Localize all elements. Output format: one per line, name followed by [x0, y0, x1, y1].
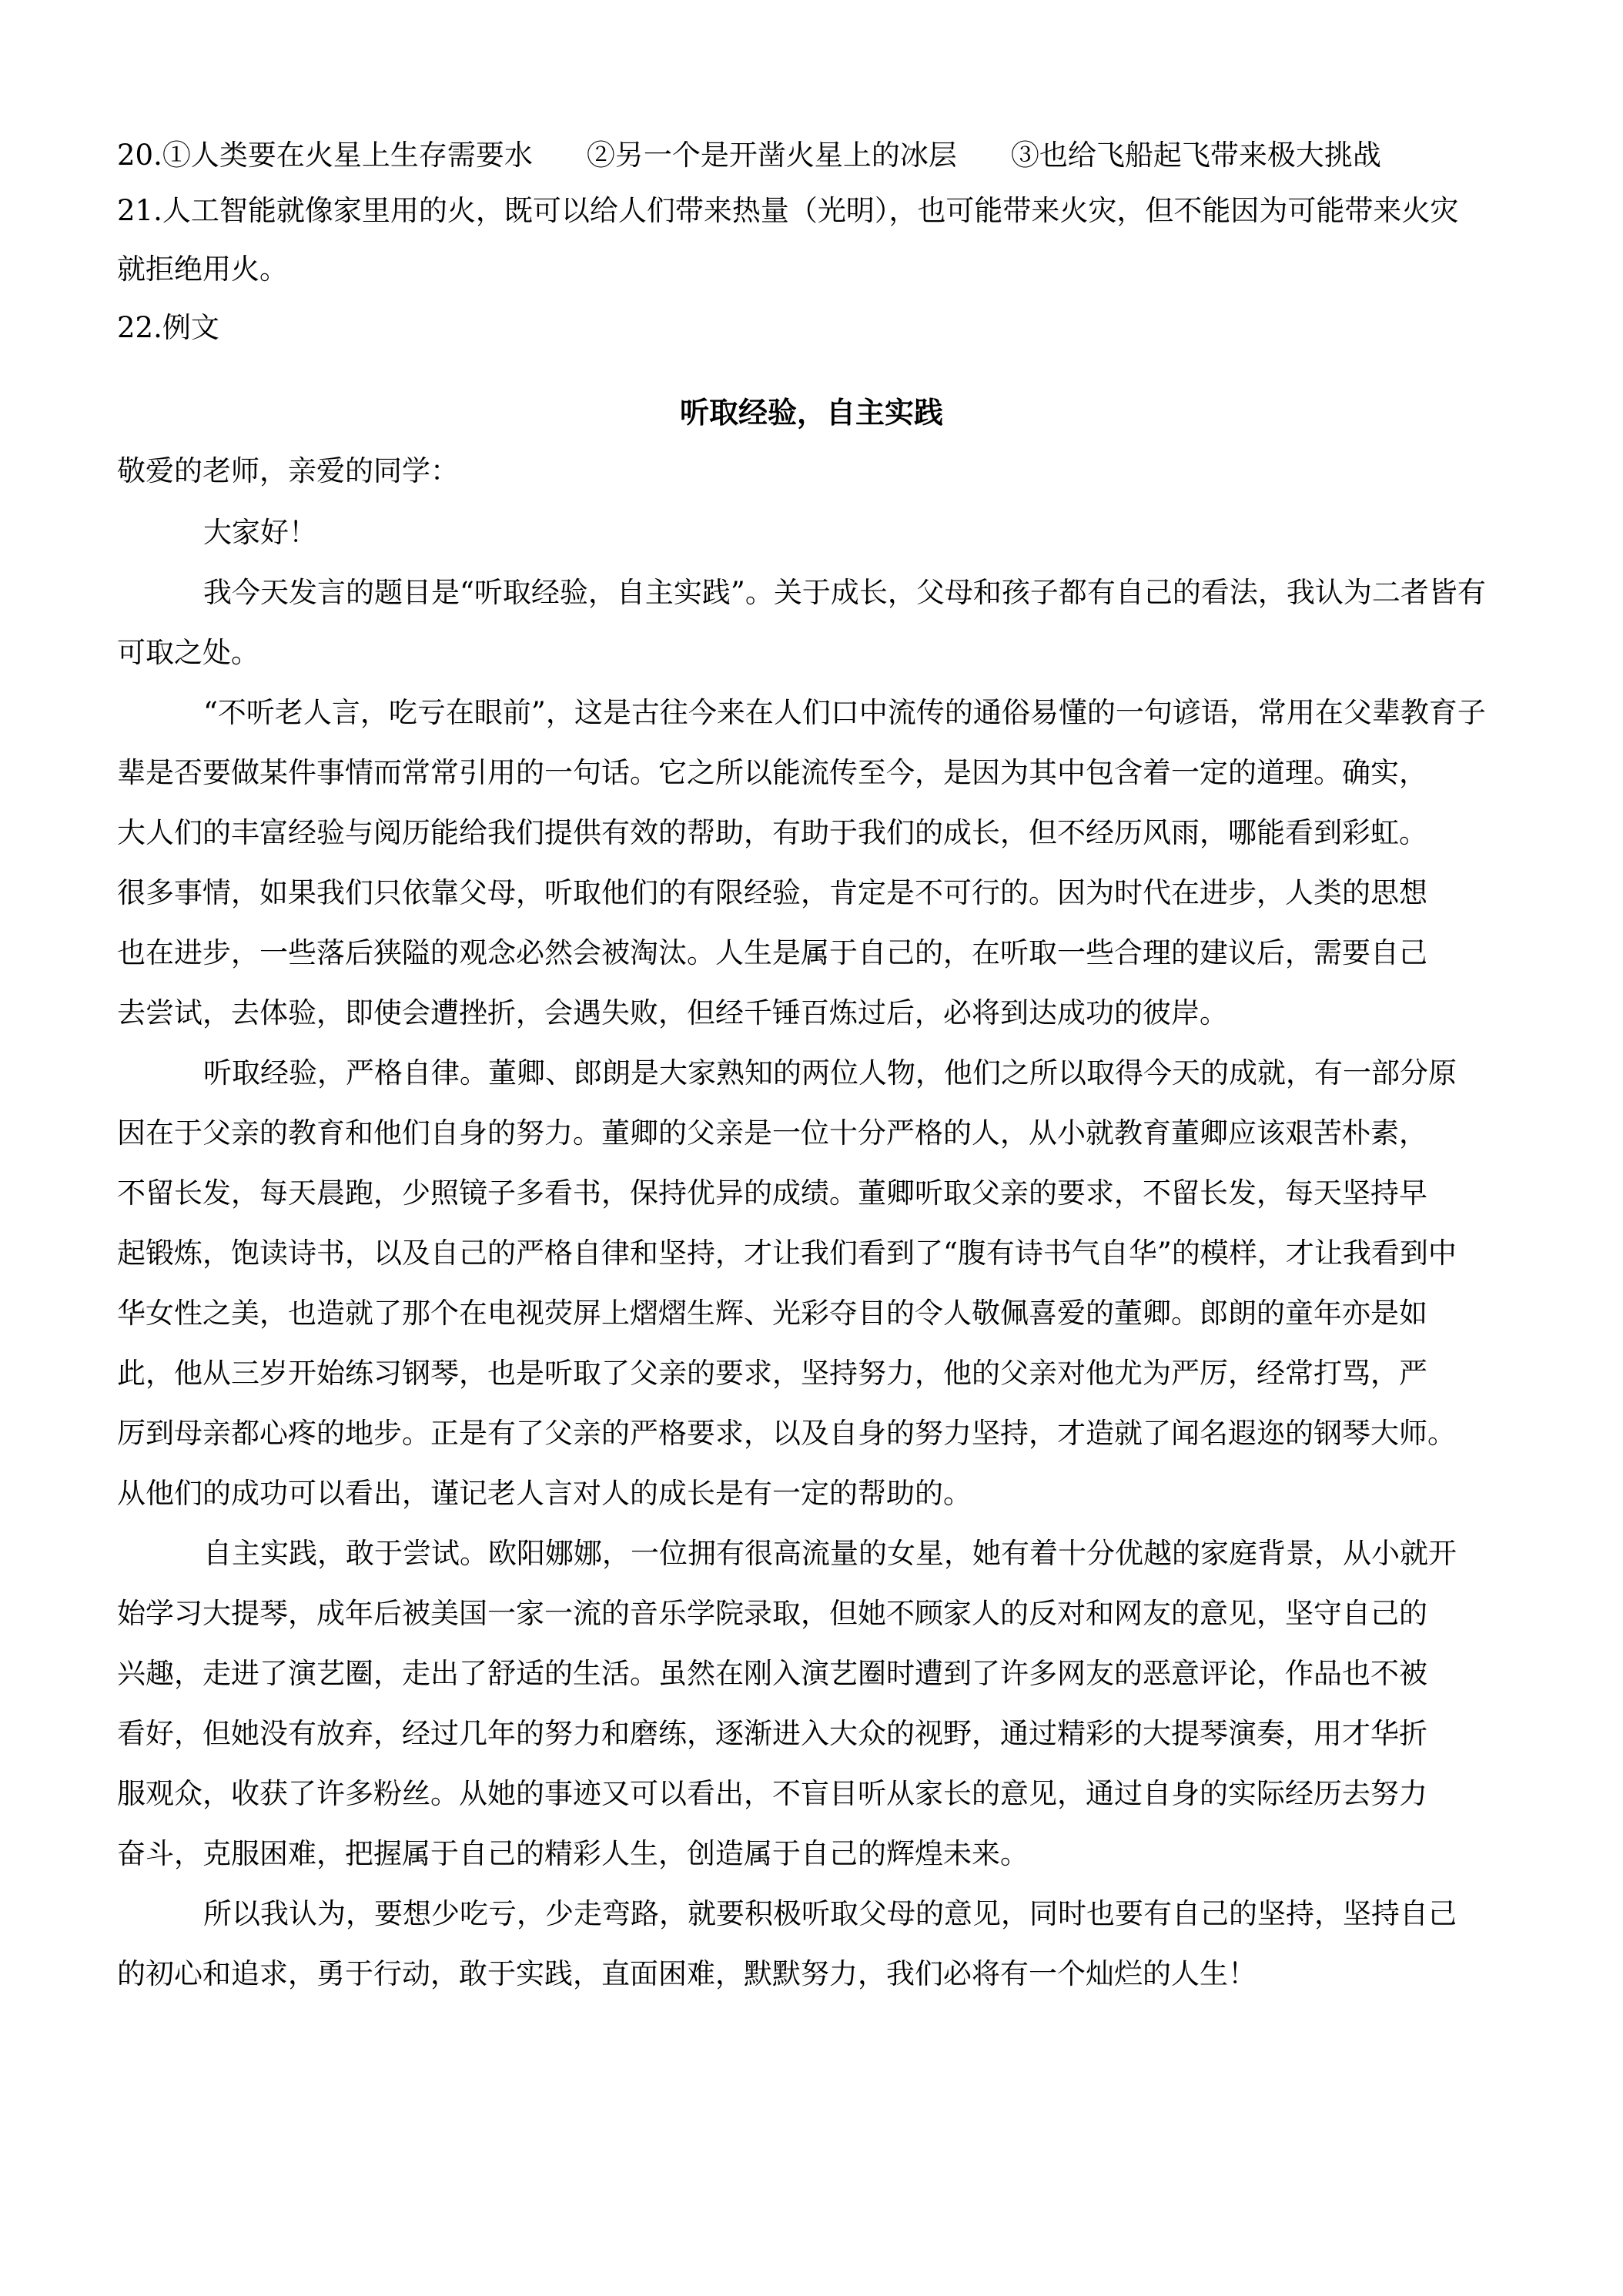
- paragraph-3-line-4: 起锻炼，饱读诗书，以及自己的严格自律和坚持，才让我们看到了“腹有诗书气自华”的模样，才让我看到中: [117, 1237, 1457, 1270]
- paragraph-3-line-8: 从他们的成功可以看出，谨记老人言对人的成长是有一定的帮助的。: [117, 1477, 972, 1510]
- paragraph-4-line-2: 始学习大提琴，成年后被美国一家一流的音乐学院录取，但她不顾家人的反对和网友的意见，坚守自己的: [117, 1597, 1427, 1630]
- answer-21-line-2: 就拒绝用火。: [117, 253, 288, 286]
- paragraph-3-line-6: 此，他从三岁开始练习钢琴，也是听取了父亲的要求，坚持努力，他的父亲对他尤为严厉，经常打骂，严: [117, 1357, 1427, 1390]
- paragraph-1-line-2: 可取之处。: [117, 636, 259, 669]
- paragraph-1-line-1: 我今天发言的题目是“听取经验，自主实践”。关于成长，父母和孩子都有自己的看法，我认为二者皆有: [203, 576, 1486, 609]
- paragraph-3-line-1: 听取经验，严格自律。董卿、郎朗是大家熟知的两位人物，他们之所以取得今天的成就，有一部分原: [203, 1056, 1457, 1089]
- answer-22-label: 22.例文: [117, 311, 219, 344]
- paragraph-5-line-1: 所以我认为，要想少吃亏，少走弯路，就要积极听取父母的意见，同时也要有自己的坚持，坚持自己: [203, 1897, 1457, 1930]
- answer-20-part-1: 20.①人类要在火星上生存需要水: [117, 139, 533, 172]
- paragraph-4-line-5: 服观众，收获了许多粉丝。从她的事迹又可以看出，不盲目听从家长的意见，通过自身的实际经历去努力: [117, 1777, 1427, 1810]
- answer-20-part-3: ③也给飞船起飞带来极大挑战: [1010, 139, 1381, 172]
- paragraph-4-line-4: 看好，但她没有放弃，经过几年的努力和磨练，逐渐进入大众的视野，通过精彩的大提琴演奏，用才华折: [117, 1717, 1427, 1750]
- paragraph-2-line-4: 很多事情，如果我们只依靠父母，听取他们的有限经验，肯定是不可行的。因为时代在进步，人类的思想: [117, 876, 1427, 909]
- answer-20-part-2: ②另一个是开凿火星上的冰层: [586, 139, 957, 172]
- essay-salutation: 敬爱的老师，亲爱的同学：: [117, 454, 459, 487]
- paragraph-2-line-5: 也在进步，一些落后狭隘的观念必然会被淘汰。人生是属于自己的，在听取一些合理的建议后，需要自己: [117, 936, 1427, 969]
- paragraph-4-line-3: 兴趣，走进了演艺圈，走出了舒适的生活。虽然在刚入演艺圈时遭到了许多网友的恶意评论，作品也不被: [117, 1657, 1427, 1690]
- paragraph-4-line-1: 自主实践，敢于尝试。欧阳娜娜，一位拥有很高流量的女星，她有着十分优越的家庭背景，从小就开: [203, 1537, 1457, 1570]
- paragraph-2-line-6: 去尝试，去体验，即使会遭挫折，会遇失败，但经千锤百炼过后，必将到达成功的彼岸。: [117, 996, 1228, 1029]
- essay-greeting: 大家好！: [203, 516, 317, 549]
- essay-title: 听取经验，自主实践: [679, 395, 943, 430]
- paragraph-2-line-1: “不听老人言，吃亏在眼前”，这是古往今来在人们口中流传的通俗易懂的一句谚语，常用在父辈教育子: [203, 696, 1486, 729]
- paragraph-2-line-3: 大人们的丰富经验与阅历能给我们提供有效的帮助，有助于我们的成长，但不经历风雨，哪能看到彩虹。: [117, 816, 1427, 849]
- answer-21-line-1: 21.人工智能就像家里用的火，既可以给人们带来热量（光明），也可能带来火灾，但不能因为可能带来火灾: [117, 194, 1459, 227]
- paragraph-4-line-6: 奋斗，克服困难，把握属于自己的精彩人生，创造属于自己的辉煌未来。: [117, 1837, 1029, 1870]
- paragraph-3-line-3: 不留长发，每天晨跑，少照镜子多看书，保持优异的成绩。董卿听取父亲的要求，不留长发，每天坚持早: [117, 1176, 1427, 1210]
- paragraph-3-line-2: 因在于父亲的教育和他们自身的努力。董卿的父亲是一位十分严格的人，从小就教育董卿应该艰苦朴素，: [117, 1116, 1427, 1150]
- paragraph-3-line-7: 厉到母亲都心疼的地步。正是有了父亲的严格要求，以及自身的努力坚持，才造就了闻名遐迩的钢琴大师。: [117, 1417, 1456, 1450]
- paragraph-2-line-2: 辈是否要做某件事情而常常引用的一句话。它之所以能流传至今，是因为其中包含着一定的道理。确实，: [117, 756, 1427, 789]
- paragraph-5-line-2: 的初心和追求，勇于行动，敢于实践，直面困难，默默努力，我们必将有一个灿烂的人生！: [117, 1957, 1257, 1990]
- paragraph-3-line-5: 华女性之美，也造就了那个在电视荧屏上熠熠生辉、光彩夺目的令人敬佩喜爱的董卿。郎朗的童年亦是如: [117, 1297, 1427, 1330]
- answer-20-line: [117, 137, 1381, 174]
